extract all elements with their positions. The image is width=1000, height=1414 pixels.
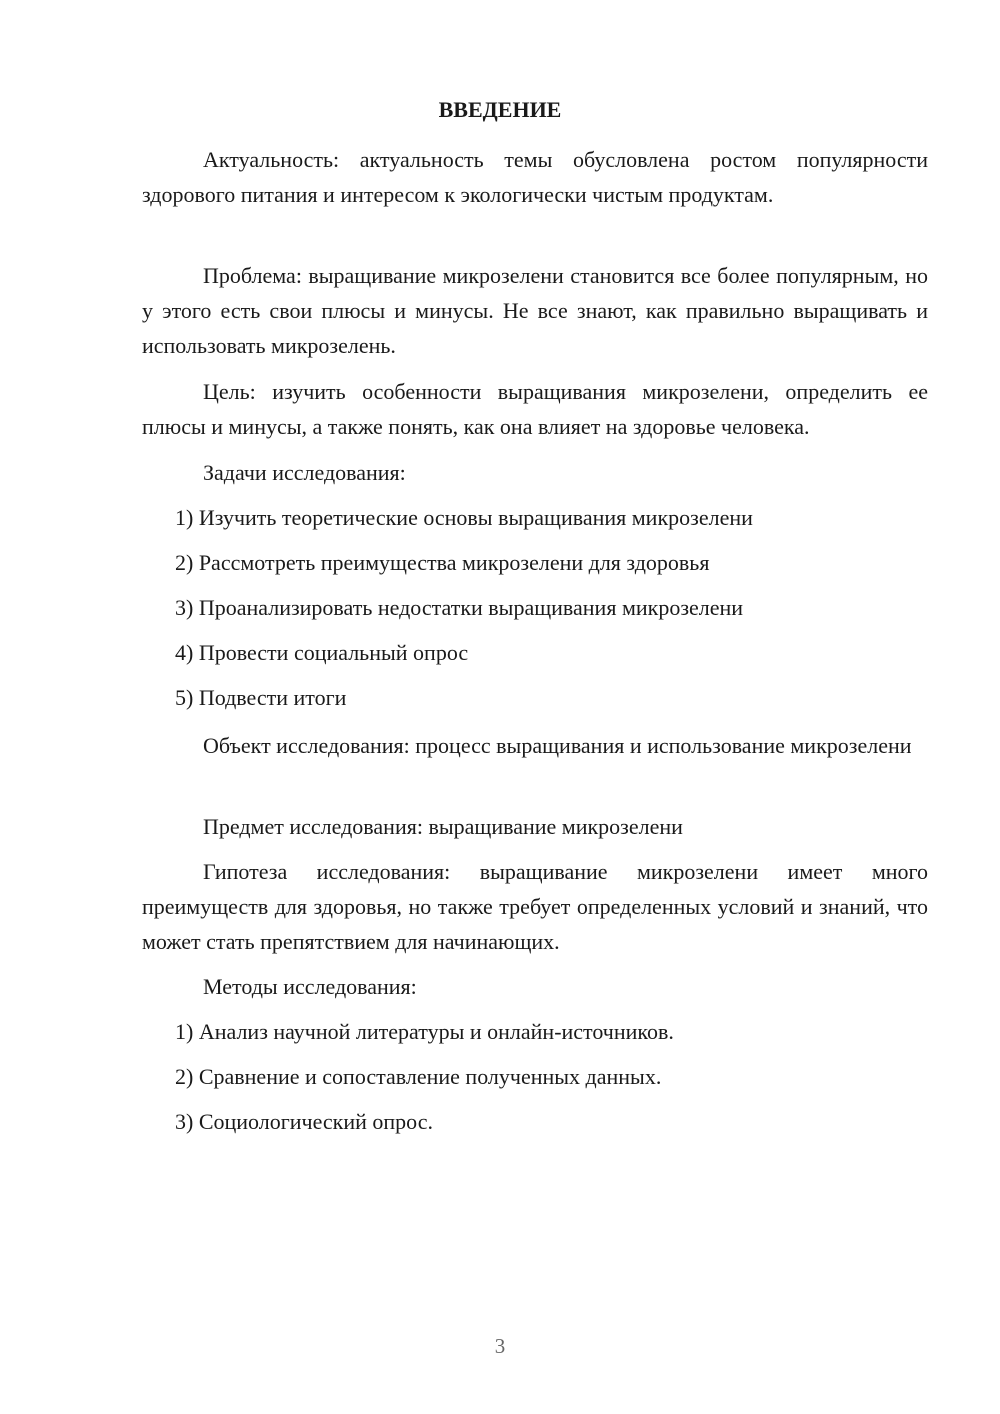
method-item: 1) Анализ научной литературы и онлайн-источников.	[175, 1019, 674, 1044]
hypothesis-paragraph: Гипотеза исследования: выращивание микрозелени имеет много преимуществ для здоровья, но также требует определенных условий и знаний, что может стать препятствием для начинающих.	[142, 859, 928, 954]
task-item: 2) Рассмотреть преимущества микрозелени для здоровья	[175, 550, 710, 575]
task-item: 5) Подвести итоги	[175, 685, 347, 710]
task-item: 4) Провести социальный опрос	[175, 640, 469, 665]
problem-paragraph: Проблема: выращивание микрозелени становится все более популярным, но у этого есть свои плюсы и минусы. Не все знают, как правильно выращивать и использовать микрозелень.	[142, 263, 928, 358]
object-paragraph: Объект исследования: процесс выращивания и использование микрозелени	[203, 733, 912, 758]
subject-paragraph: Предмет исследования: выращивание микрозелени	[203, 814, 683, 839]
task-item: 3) Проанализировать недостатки выращивания микрозелени	[175, 595, 744, 620]
page-title: ВВЕДЕНИЕ	[438, 97, 562, 122]
method-item: 2) Сравнение и сопоставление полученных данных.	[175, 1064, 662, 1089]
method-item: 3) Социологический опрос.	[175, 1109, 433, 1134]
page-number: 3	[494, 1334, 506, 1358]
relevance-paragraph: Актуальность: актуальность темы обусловлена ростом популярности здорового питания и интересом к экологически чистым продуктам.	[142, 147, 928, 207]
task-item: 1) Изучить теоретические основы выращивания микрозелени	[175, 505, 753, 530]
tasks-heading: Задачи исследования:	[203, 460, 406, 485]
methods-heading: Методы исследования:	[203, 974, 417, 999]
goal-paragraph: Цель: изучить особенности выращивания микрозелени, определить ее плюсы и минусы, а также понять, как она влияет на здоровье человека.	[142, 379, 928, 439]
